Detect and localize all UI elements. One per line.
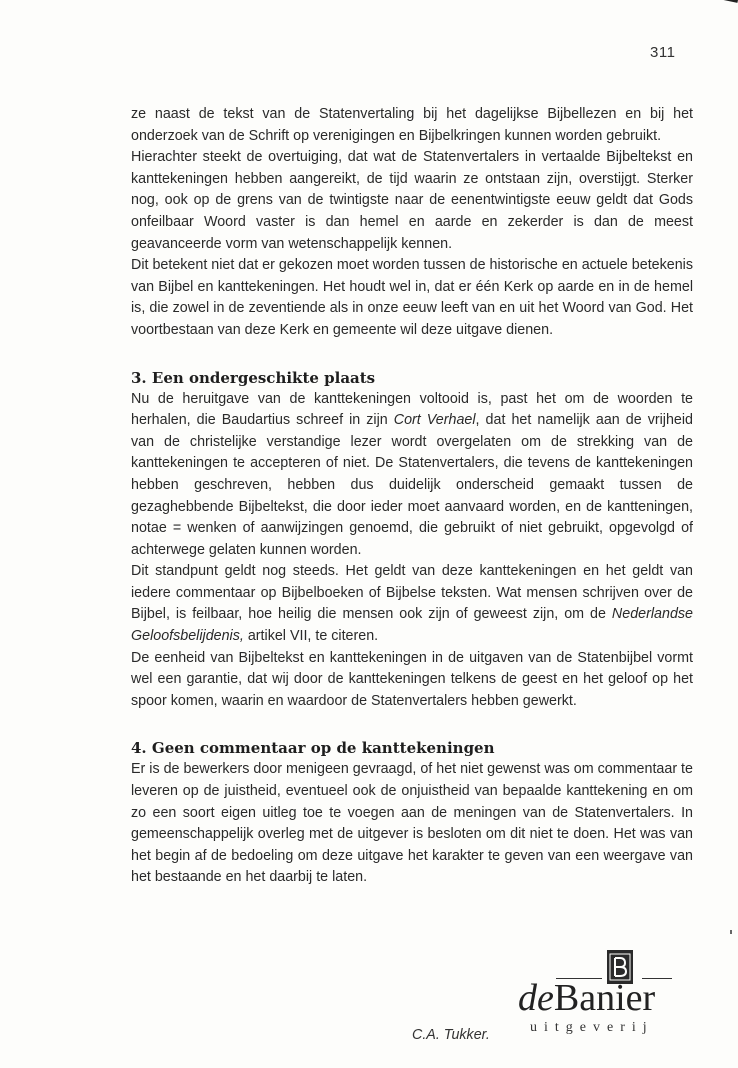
section-3-heading: 3. Een ondergeschikte plaats [131,368,376,387]
work-title: Cort Verhael [393,412,476,429]
paragraph: Hierachter steekt de overtuiging, dat wat de Statenvertalers in vertaalde Bijbeltekst en kanttekeningen hebben aangereikt, de tijd waarin ze ontstaan zijn, overstijgt. Sterker nog, ook op de grens van de twintigste naar de eenentwintigste eeuw geldt dat Gods onfeilbaar Woord vaster is dan hemel en aarde en zekerder is dan de meest geavanceerde vorm van wetenschappelijk kennen. [131,149,693,252]
section-3-paragraph-1: Nu de heruitgave van de kanttekeningen voltooid is, past het om de woorden te herhalen, die Baudartius schreef in zijn Cort Verhael, dat het namelijk aan de vrijheid van de christelijke verstandige lezer wordt overgelaten om de strekking van de kanttekeningen te accepteren of niet. De Statenvertalers, die tevens de kanttekeningen hebben geschreven, hebben dus duidelijk onderscheid gemaakt tussen de gezaghebbende Bijbeltekst, die door ieder moet aanvaard worden, en de kantteningen, notae = wenken of aanwijzingen genoemd, die gebruikt of niet gebruikt, opgevolgd of achterwege gelaten kunnen worden. [131,390,693,558]
paragraph: ze naast de tekst van de Statenvertaling bij het dagelijkse Bijbellezen en bij het onderzoek van de Schrift op verenigingen en Bijbelkringen kunnen worden gebruikt. [131,106,693,144]
section-4-paragraph: Er is de bewerkers door menigeen gevraagd, of het niet gewenst was om commentaar te leveren op de juistheid, eventueel ook de onjuistheid van bepaalde kanttekening en om zo een soort eigen uitleg toe te voegen aan de meningen van de Statenvertalers. In gemeenschappelijk overleg met de uitgever is besloten om dit niet te doen. Het was van het begin af de bedoeling om deze uitgave het karakter te geven van een weergave van het bestaande en het daarbij te laten. [131,761,693,886]
page-corner-mark [720,0,738,3]
author-signature: C.A. Tukker. [412,1027,490,1043]
paragraph: Dit betekent niet dat er gekozen moet worden tussen de historische en actuele betekenis van Bijbel en kanttekeningen. Het houdt wel in, dat er één Kerk op aarde en in de hemel is, die zowel in de zeventiende als in onze eeuw leeft van en uit het Woord van God. Het voortbestaan van deze Kerk en gemeente wil deze uitgave dienen. [131,257,693,338]
confession-title: Nederlandse Geloofsbelijdenis, [131,606,693,645]
margin-tick [730,930,732,934]
publisher-logo [518,948,690,1038]
page-body [131,104,693,889]
section-4-heading: 4. Geen commentaar op de kanttekeningen [131,739,495,758]
page-number: 311 [650,44,676,61]
section-3-paragraph-3: De eenheid van Bijbeltekst en kanttekeningen in de uitgaven van de Statenbijbel vormt wel een garantie, dat wij door de kanttekeningen telkens de geest en het geloof op het spoor komen, waarin en waardoor de Statenvertalers hebben gewerkt. [131,649,693,709]
logo-subtitle: uitgeverij [530,1020,654,1035]
logo-wordmark: deBanier [518,977,656,1019]
section-3-paragraph-2: Dit standpunt geldt nog steeds. Het geldt van deze kanttekeningen en het geldt van iedere commentaar op Bijbelboeken of Bijbelse teksten. Wat mensen schrijven over de Bijbel, is feilbaar, hoe heilig die mensen ook zijn of geweest zijn, om de Nederlandse Geloofsbelijdenis, artikel VII, te citeren. [131,563,693,645]
